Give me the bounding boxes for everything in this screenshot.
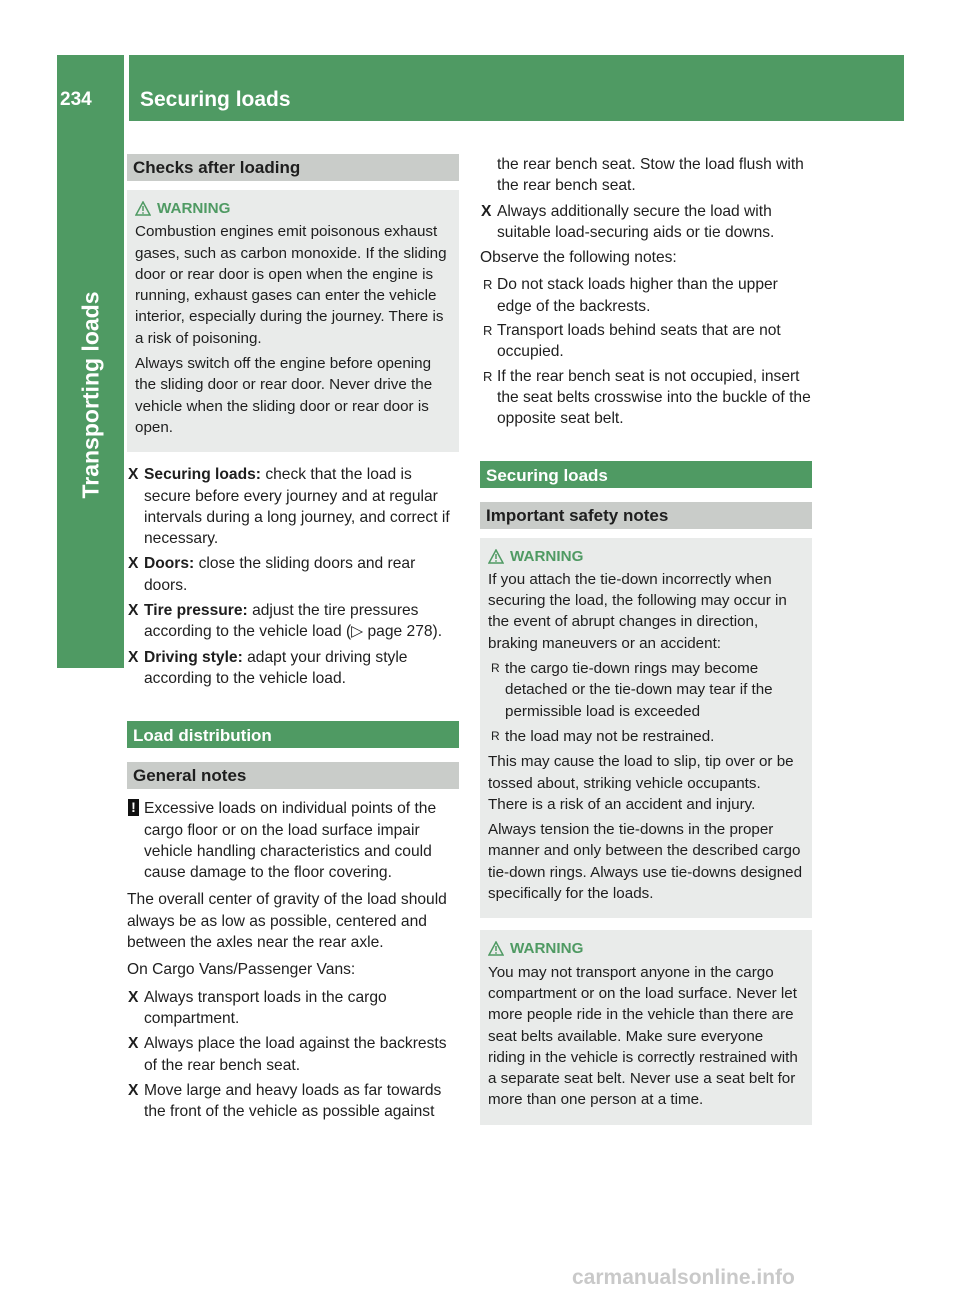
caution-icon: ! xyxy=(128,799,139,816)
warning-icon xyxy=(488,549,504,564)
bullet-icon: R xyxy=(483,277,493,293)
warning-text: Always switch off the engine before opening the sliding door or rear door. Never drive the vehicle when the sliding door or rear door is open. xyxy=(135,355,433,436)
warning-text: If you attach the tie-down incorrectly when securing the load, the following may occur in the event of abrupt changes in direction, braking maneuvers or an accident: xyxy=(488,570,787,652)
bullet-text: Transport loads behind seats that are not occupied. xyxy=(497,322,781,361)
step-text: Move large and heavy loads as far towards the front of the vehicle as possible against xyxy=(144,1081,442,1121)
warning-box xyxy=(480,538,812,919)
warning-icon xyxy=(488,941,504,956)
step-item xyxy=(127,600,459,643)
step-item xyxy=(480,201,812,244)
bullet-icon: R xyxy=(483,368,493,384)
warning-text: You may not transport anyone in the cargo compartment or on the load surface. Never let more people ride in the vehicle than there are seat belts available. Make sure everyone riding in the vehicle is correctly restrained with a separate seat belt. Never use a seat belt for more than one person at a time. xyxy=(488,963,798,1109)
paragraph: The overall center of gravity of the load should always be as low as possible, centered and between the axles near the rear axle. xyxy=(127,891,447,952)
warning-title xyxy=(488,546,804,567)
step-continuation xyxy=(480,154,812,197)
step-item xyxy=(127,647,459,690)
load-distribution-heading: Load distribution xyxy=(127,721,459,748)
step-marker-icon: X xyxy=(128,1035,139,1053)
checks-heading: Checks after loading xyxy=(127,154,459,181)
header-number-block xyxy=(57,55,124,121)
warning-bullet: R the load may not be restrained. xyxy=(488,726,804,747)
page-reference-link[interactable]: adjust the tire pressures according to the vehicle load (▷ page 278). xyxy=(144,602,443,641)
step-marker-icon: X xyxy=(128,648,139,666)
step-text: check that the load is secure before every journey and at regular intervals during a long journey, and correct if necessary. xyxy=(144,466,450,548)
warning-text: This may cause the load to slip, tip over or be tossed about, striking vehicle occupants. There is a risk of an accident and injury. xyxy=(488,753,794,813)
bullet-icon: R xyxy=(483,323,493,339)
caution-text: Excessive loads on individual points of the cargo floor or on the load surface impair vehicle handling characteristics and could cause damage to the floor covering. xyxy=(144,800,437,882)
step-marker-icon: X xyxy=(128,1081,139,1099)
step-label: Doors: xyxy=(144,555,195,573)
warning-label: WARNING xyxy=(510,940,584,958)
step-text: Always place the load against the backrests of the rear bench seat. xyxy=(144,1035,447,1074)
step-text: Always additionally secure the load with suitable load-securing aids or tie downs. xyxy=(497,202,775,241)
important-safety-heading: Important safety notes xyxy=(480,502,812,529)
step-item xyxy=(127,1033,459,1076)
step-item xyxy=(127,987,459,1030)
left-column xyxy=(127,154,459,1126)
warning-label: WARNING xyxy=(157,200,231,217)
step-label: Tire pressure: xyxy=(144,602,248,620)
step-text: adapt your driving style according to the vehicle load. xyxy=(144,648,408,687)
warning-box xyxy=(480,930,812,1124)
warning-title xyxy=(135,198,451,219)
step-item xyxy=(127,553,459,596)
step-text: the rear bench seat. Stow the load flush with the rear bench seat. xyxy=(497,156,804,195)
bullet-item xyxy=(480,320,812,363)
page-number: 234 xyxy=(60,89,92,110)
warning-label: WARNING xyxy=(510,547,584,565)
step-item xyxy=(127,464,459,549)
bullet-item xyxy=(480,274,812,317)
securing-loads-heading: Securing loads xyxy=(480,461,812,488)
warning-icon xyxy=(135,201,151,216)
paragraph: On Cargo Vans/Passenger Vans: xyxy=(127,961,356,979)
page-title: Securing loads xyxy=(140,88,291,111)
bullet-text: Do not stack loads higher than the upper edge of the backrests. xyxy=(497,276,778,315)
warning-text: Combustion engines emit poisonous exhaust gases, such as carbon monoxide. If the sliding door or rear door is open when the engine is running, exhaust gases can enter the vehicle interior, especially during the journey. There is a risk of poisoning. xyxy=(135,223,447,347)
right-column xyxy=(480,154,812,1137)
step-text: close the sliding doors and rear doors. xyxy=(144,555,416,594)
step-text: Always transport loads in the cargo compartment. xyxy=(144,988,387,1027)
step-marker-icon: X xyxy=(128,555,139,573)
step-item xyxy=(127,1080,459,1123)
step-marker-icon: X xyxy=(128,466,139,484)
bullet-item xyxy=(480,366,812,430)
side-tab-label-wrap xyxy=(57,121,124,668)
caution-note xyxy=(127,798,459,883)
step-marker-icon: X xyxy=(128,988,139,1006)
step-marker-icon: X xyxy=(128,602,139,620)
paragraph: Observe the following notes: xyxy=(480,249,677,267)
warning-bullet: R the cargo tie-down rings may become detached or the tie-down may tear if the permissible load is exceeded xyxy=(488,658,804,722)
step-label: Securing loads: xyxy=(144,466,261,484)
step-label: Driving style: xyxy=(144,648,243,666)
bullet-text: If the rear bench seat is not occupied, insert the seat belts crosswise into the buckle of the opposite seat belt. xyxy=(497,367,811,428)
warning-text: Always tension the tie-downs in the proper manner and only between the described cargo tie-down rings. Always use tie-downs designed specifically for the loads. xyxy=(488,821,803,903)
step-marker-icon: X xyxy=(481,202,492,220)
side-tab-label: Transporting loads xyxy=(77,290,103,499)
warning-box xyxy=(127,190,459,452)
warning-title xyxy=(488,938,804,959)
general-notes-heading: General notes xyxy=(127,762,459,789)
watermark: carmanualsonline.info xyxy=(572,1266,795,1289)
